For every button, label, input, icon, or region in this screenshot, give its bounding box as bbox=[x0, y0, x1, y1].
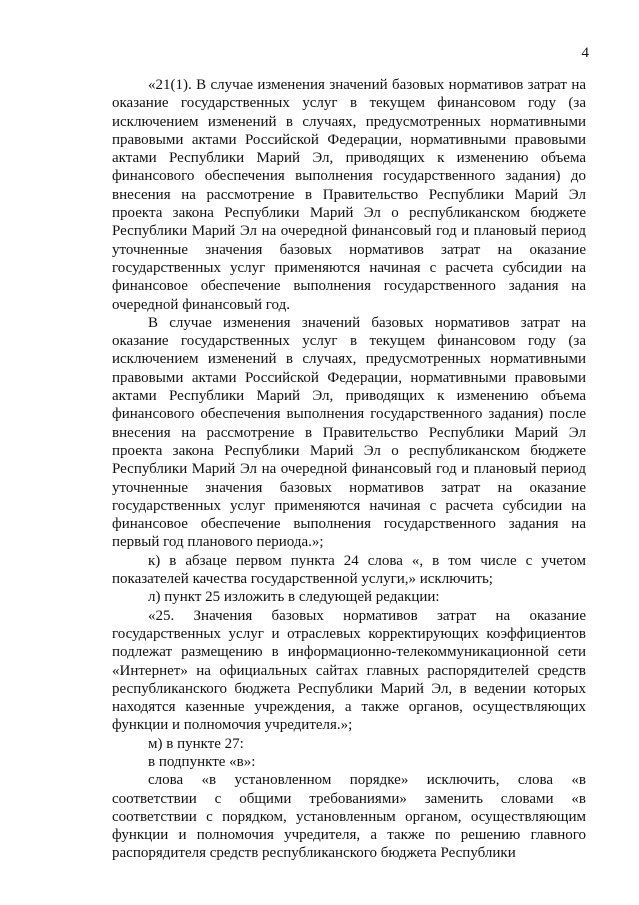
paragraph-item-l: л) пункт 25 изложить в следующей редакции: bbox=[148, 589, 440, 606]
paragraph-item-m: м) в пункте 27: bbox=[148, 735, 244, 752]
paragraph-words-replacement: слова «в установленном порядке» исключить, слова «в соответствии с общими требованиями» заменить словами «в соответствии с порядком, установленным органом, осуществляющим функции и полномочия учредителя, а также по решению главного распорядителя средств республиканского бюджета Республики bbox=[112, 772, 586, 862]
paragraph-21-1: «21(1). В случае изменения значений базовых нормативов затрат на оказание государственных услуг в текущем финансовом году (за исключением изменений в случаях, предусмотренных нормативными правовыми актами Российской Федерации, нормативными правовыми актами Республики Марий Эл, приводящих к изменению объема финансового обеспечения выполнения государственного задания) до внесения на рассмотрение в Правительство Республики Марий Эл проекта закона Республики Марий Эл о республиканском бюджете Республики Марий Эл на очередной финансовый год и плановый период уточненные значения базовых нормативов затрат на оказание государственных услуг применяются начиная с расчета субсидии на финансовое обеспечение выполнения государственного задания на очередной финансовый год. bbox=[112, 77, 586, 313]
page-number: 4 bbox=[581, 45, 589, 61]
paragraph-21-1-second: В случае изменения значений базовых нормативов затрат на оказание государственных услуг в текущем финансовом году (за исключением изменений в случаях, предусмотренных нормативными правовыми актами Российской Федерации, нормативными правовыми актами Республики Марий Эл, приводящих к изменению объема финансового обеспечения выполнения государственного задания) после внесения на рассмотрение в Правительство Республики Марий Эл проекта закона Республики Марий Эл о республиканском бюджете Республики Марий Эл на очередной финансовый год и плановый период уточненные значения базовых нормативов затрат на оказание государственных услуг применяются начиная с расчета субсидии на финансовое обеспечение выполнения государственного задания на первый год планового периода.»; bbox=[112, 314, 586, 551]
document-body bbox=[112, 76, 586, 863]
paragraph-subitem-v: в подпункте «в»: bbox=[148, 753, 256, 770]
paragraph-item-k: к) в абзаце первом пункта 24 слова «, в том числе с учетом показателей качества государственной услуги,» исключить; bbox=[112, 552, 586, 588]
paragraph-point-25: «25. Значения базовых нормативов затрат на оказание государственных услуг и отраслевых корректирующих коэффициентов подлежат размещению в информационно-телекоммуникационной сети «Интернет» на официальных сайтах главных распорядителей средств республиканского бюджета Республики Марий Эл, в ведении которых находятся казенные учреждения, а также органов, осуществляющих функции и полномочия учредителя.»; bbox=[112, 607, 586, 734]
